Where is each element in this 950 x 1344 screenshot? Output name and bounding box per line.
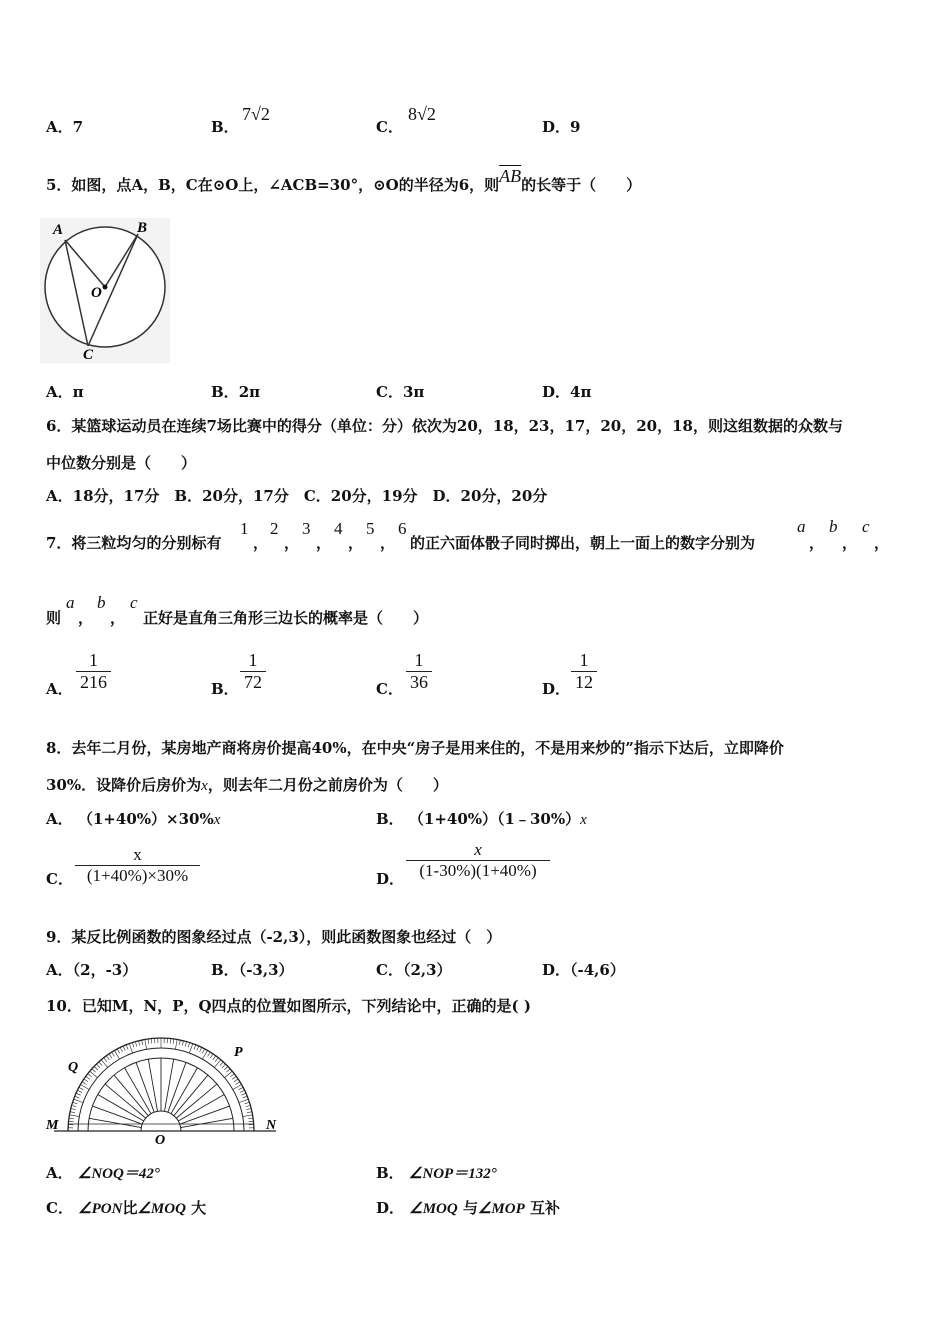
q9-option-b: B．（-3,3） bbox=[211, 961, 294, 979]
q7-var-c: c bbox=[862, 517, 870, 536]
q7-option-d-fraction: 1 12 bbox=[571, 650, 597, 693]
q5-option-d: D．4π bbox=[542, 383, 592, 401]
q9-option-c: C．（2,3） bbox=[376, 961, 452, 979]
protractor-tick bbox=[109, 1054, 112, 1058]
protractor-ray bbox=[89, 1118, 141, 1127]
q10-option-c: C． ∠PON比∠MOQ 大 bbox=[46, 1199, 207, 1217]
protractor-tick bbox=[200, 1047, 202, 1051]
protractor-tick bbox=[225, 1071, 233, 1077]
q8-option-d-letter: D． bbox=[376, 870, 405, 888]
protractor-ray bbox=[181, 1118, 233, 1127]
protractor-tick bbox=[129, 1044, 132, 1053]
protractor-tick bbox=[69, 1115, 79, 1117]
q5-label-c: C bbox=[83, 347, 94, 363]
protractor-tick bbox=[145, 1039, 147, 1049]
q6-stem-line1: 6．某篮球运动员在连续7场比赛中的得分（单位：分）依次为20，18，23，17，20，20，18，则这组数据的众数与 bbox=[46, 417, 843, 435]
protractor-tick bbox=[194, 1045, 196, 1050]
q10-option-a: A． ∠NOQ＝42° bbox=[46, 1164, 160, 1182]
protractor-tick bbox=[90, 1071, 98, 1077]
protractor-tick bbox=[243, 1096, 248, 1098]
protractor-tick bbox=[148, 1039, 149, 1044]
q7-num-4: 4 bbox=[334, 519, 343, 538]
q4-option-b: B． bbox=[211, 118, 239, 136]
q7-line2-end: 正好是直角三角形三边长的概率是（ ） bbox=[143, 609, 429, 627]
protractor-tick bbox=[84, 1079, 88, 1082]
protractor-tick bbox=[220, 1062, 223, 1066]
q5-option-c: C．3π bbox=[376, 383, 425, 401]
q5-circle-figure bbox=[40, 218, 170, 363]
protractor-tick bbox=[112, 1052, 115, 1056]
protractor-tick bbox=[215, 1058, 218, 1062]
protractor-tick bbox=[135, 1042, 136, 1047]
q7-line2-start: 则 bbox=[46, 609, 62, 627]
q5-option-a: A．π bbox=[46, 383, 84, 401]
q7-line2-var-b: b bbox=[97, 593, 106, 612]
protractor-tick bbox=[170, 1039, 171, 1044]
protractor-tick bbox=[240, 1090, 244, 1092]
q10-label-p: P bbox=[234, 1045, 243, 1060]
q9-option-d: D．（-4,6） bbox=[542, 961, 625, 979]
protractor-tick bbox=[71, 1109, 76, 1110]
q7-option-d-letter: D． bbox=[542, 680, 571, 698]
protractor-ray bbox=[171, 1068, 198, 1114]
q8-option-b: B． （1+40%）（1﹣30%）x bbox=[376, 810, 587, 828]
q7-option-b-fraction: 1 72 bbox=[240, 650, 266, 693]
q10-stem: 10．已知M，N，P，Q四点的位置如图所示，下列结论中，正确的是( ) bbox=[46, 997, 531, 1015]
q7-num-6: 6 bbox=[398, 519, 407, 538]
protractor-tick bbox=[72, 1105, 77, 1106]
protractor-tick bbox=[175, 1039, 177, 1049]
q8-option-d-fraction: x (1-30%)(1+40%) bbox=[406, 840, 550, 881]
protractor-tick bbox=[232, 1076, 236, 1079]
protractor-tick bbox=[74, 1099, 83, 1102]
protractor-tick bbox=[104, 1058, 107, 1062]
q7-num-2: 2 bbox=[270, 519, 279, 538]
q7-line2-var-c: c bbox=[130, 593, 138, 612]
q10-option-d: D． ∠MOQ 与∠MOP 互补 bbox=[376, 1199, 560, 1217]
protractor-tick bbox=[120, 1047, 122, 1051]
protractor-tick bbox=[75, 1096, 80, 1098]
q6-options: A．18分，17分 B．20分，17分 C．20分，19分 D．20分，20分 bbox=[46, 487, 548, 505]
q10-protractor-figure bbox=[44, 1024, 284, 1146]
protractor-tick bbox=[126, 1045, 128, 1050]
protractor-tick bbox=[197, 1046, 199, 1051]
q7-comma-1: ， bbox=[253, 534, 269, 552]
protractor-tick bbox=[86, 1076, 90, 1079]
q7-comma-7: ， bbox=[842, 534, 858, 552]
q7-option-b-letter: B． bbox=[211, 680, 239, 698]
q7-comma-3: ， bbox=[316, 534, 332, 552]
q10-label-o: O bbox=[155, 1133, 166, 1146]
q4-option-b-value: 7√2 bbox=[242, 104, 270, 124]
protractor-tick bbox=[182, 1041, 183, 1046]
protractor-tick bbox=[82, 1082, 86, 1085]
protractor-ray bbox=[164, 1059, 173, 1111]
q6-stem-line2: 中位数分别是（ ） bbox=[46, 454, 197, 472]
q7-num-3: 3 bbox=[302, 519, 311, 538]
protractor-tick bbox=[173, 1039, 174, 1044]
protractor-tick bbox=[208, 1052, 211, 1056]
protractor-ray bbox=[148, 1059, 157, 1111]
protractor-tick bbox=[101, 1060, 107, 1068]
protractor-tick bbox=[94, 1066, 98, 1069]
q7-var-a: a bbox=[797, 517, 806, 536]
protractor-tick bbox=[142, 1040, 143, 1045]
q8-option-a: A． （1+40%）×30%x bbox=[46, 810, 221, 828]
protractor-tick bbox=[210, 1054, 213, 1058]
protractor-tick bbox=[241, 1093, 246, 1095]
q7-line2-comma-2: ， bbox=[110, 609, 126, 627]
protractor-tick bbox=[69, 1121, 74, 1122]
protractor-ray bbox=[98, 1095, 144, 1122]
protractor-tick bbox=[246, 1105, 251, 1106]
protractor-tick bbox=[123, 1046, 125, 1051]
q9-stem: 9．某反比例函数的图象经过点（-2,3），则此函数图象也经过（ ） bbox=[46, 928, 502, 946]
protractor-ray bbox=[125, 1068, 152, 1114]
protractor-tick bbox=[234, 1079, 238, 1082]
q4-option-d: D．9 bbox=[542, 118, 581, 136]
q7-comma-6: ， bbox=[809, 534, 825, 552]
q10-label-m: M bbox=[46, 1118, 59, 1133]
protractor-tick bbox=[77, 1090, 81, 1092]
protractor-tick bbox=[132, 1043, 134, 1048]
protractor-tick bbox=[213, 1056, 216, 1060]
q7-comma-2: ， bbox=[284, 534, 300, 552]
q7-stem-start: 7．将三粒均匀的分别标有 bbox=[46, 534, 222, 552]
protractor-tick bbox=[243, 1115, 253, 1117]
protractor-tick bbox=[106, 1056, 109, 1060]
protractor-tick bbox=[214, 1060, 220, 1068]
q7-option-c-letter: C． bbox=[376, 680, 403, 698]
protractor-tick bbox=[247, 1112, 252, 1113]
q5-label-b: B bbox=[137, 220, 148, 236]
q5-label-o: O bbox=[91, 285, 102, 301]
q9-option-a: A．（2，-3） bbox=[46, 961, 138, 979]
q8-stem-line1: 8．去年二月份，某房地产商将房价提高40%，在中央“房子是用来住的，不是用来炒的”指示下达后，立即降价 bbox=[46, 739, 784, 757]
protractor-tick bbox=[202, 1049, 204, 1053]
protractor-tick bbox=[99, 1062, 102, 1066]
q7-line2-comma-1: ， bbox=[78, 609, 94, 627]
protractor-tick bbox=[151, 1039, 152, 1044]
protractor-tick bbox=[188, 1043, 190, 1048]
protractor-tick bbox=[69, 1118, 74, 1119]
q4-option-a: A．7 bbox=[46, 118, 84, 136]
protractor-tick bbox=[239, 1087, 243, 1089]
protractor-tick bbox=[189, 1044, 192, 1053]
q5-stem: 5．如图，点A，B，C在⊙O上，∠ACB=30°，⊙O的半径为6，则$\overline{AB}$的长等于（ ） bbox=[46, 166, 642, 194]
q5-option-b: B．2π bbox=[211, 383, 261, 401]
protractor-tick bbox=[96, 1064, 99, 1068]
protractor-tick bbox=[79, 1087, 83, 1089]
protractor-tick bbox=[179, 1040, 180, 1045]
protractor-tick bbox=[88, 1074, 92, 1077]
protractor-tick bbox=[249, 1121, 254, 1122]
protractor-tick bbox=[73, 1102, 78, 1104]
q7-var-b: b bbox=[829, 517, 838, 536]
protractor-ray bbox=[178, 1095, 224, 1122]
q4-option-c-value: 8√2 bbox=[408, 104, 436, 124]
protractor-tick bbox=[248, 1118, 253, 1119]
q7-comma-4: ， bbox=[348, 534, 364, 552]
q7-line2-var-a: a bbox=[66, 593, 75, 612]
q7-stem-mid: 的正六面体骰子同时掷出，朝上一面上的数字分别为 bbox=[410, 534, 756, 552]
protractor-tick bbox=[226, 1069, 230, 1072]
q4-option-c: C． bbox=[376, 118, 403, 136]
protractor-tick bbox=[224, 1066, 228, 1069]
protractor-tick bbox=[139, 1041, 140, 1046]
protractor-tick bbox=[236, 1082, 240, 1085]
protractor-tick bbox=[70, 1112, 75, 1113]
protractor-tick bbox=[230, 1074, 234, 1077]
q7-option-a-letter: A． bbox=[46, 680, 73, 698]
q7-option-c-fraction: 1 36 bbox=[406, 650, 432, 693]
protractor-tick bbox=[117, 1049, 119, 1053]
protractor-tick bbox=[246, 1109, 251, 1110]
q10-label-n: N bbox=[266, 1118, 277, 1133]
q5-label-a: A bbox=[53, 222, 64, 238]
protractor-tick bbox=[92, 1069, 96, 1072]
protractor-tick bbox=[185, 1042, 186, 1047]
q7-comma-8: ， bbox=[874, 534, 890, 552]
protractor-tick bbox=[239, 1099, 248, 1102]
q10-label-q: Q bbox=[68, 1060, 79, 1075]
q5-arc-ab: $\overline{AB}$ bbox=[499, 166, 522, 186]
protractor-tick bbox=[76, 1093, 81, 1095]
protractor-tick bbox=[245, 1102, 250, 1104]
q7-num-1: 1 bbox=[240, 519, 249, 538]
q10-option-b: B． ∠NOP＝132° bbox=[376, 1164, 497, 1182]
q7-num-5: 5 bbox=[366, 519, 375, 538]
protractor-tick bbox=[222, 1064, 225, 1068]
q7-option-a-fraction: 1 216 bbox=[76, 650, 111, 693]
q8-option-c-letter: C． bbox=[46, 870, 73, 888]
q8-option-c-fraction: x (1+40%)×30% bbox=[75, 845, 200, 886]
q8-stem-line2: 30%．设降价后房价为x，则去年二月份之前房价为（ ） bbox=[46, 776, 448, 794]
q7-comma-5: ， bbox=[380, 534, 396, 552]
